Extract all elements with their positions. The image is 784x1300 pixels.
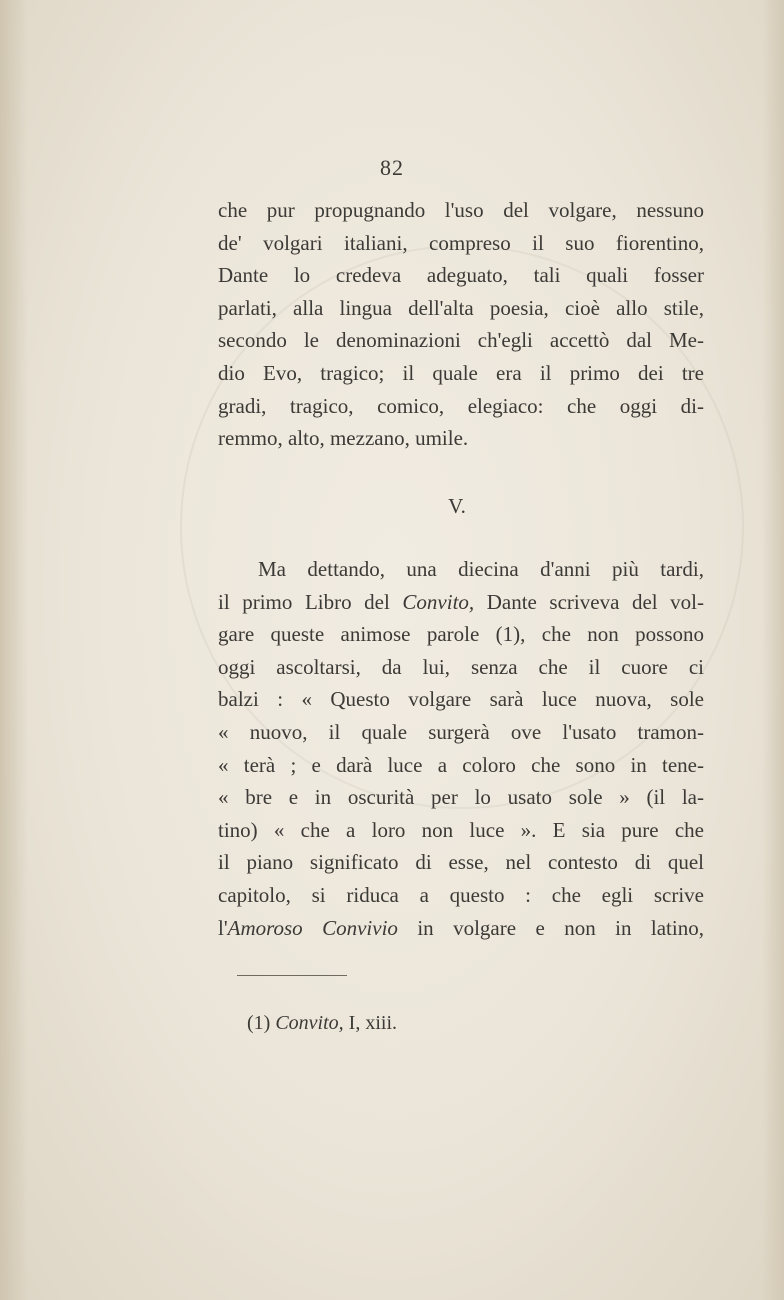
- text-fragment: il primo Libro del: [218, 589, 403, 614]
- work-title: Amoroso Convivio: [227, 915, 398, 940]
- text-fragment: in volgare e non in latino,: [397, 915, 704, 940]
- paragraph-continuation: [218, 194, 704, 455]
- page-number: 82: [380, 155, 404, 180]
- footnote-marker: (1): [247, 1012, 271, 1034]
- section-heading: V.: [448, 494, 466, 518]
- text-line: secondo le denominazioni ch'egli accettò dal Me-: [218, 328, 704, 353]
- text-line: Ma dettando, una diecina d'anni più tardi,: [258, 557, 704, 581]
- text-line: il piano significato di esse, nel contesto di quel: [218, 850, 704, 875]
- text-line: parlati, alla lingua dell'alta poesia, cioè allo stile,: [218, 295, 704, 320]
- text-line: remmo, alto, mezzano, umile.: [218, 426, 469, 451]
- text-line: tino) « che a loro non luce ». E sia pure che: [218, 817, 704, 842]
- text-line: « nuovo, il quale surgerà ove l'usato tramon-: [218, 719, 704, 744]
- text-line: dio Evo, tragico; il quale era il primo dei tre: [218, 360, 704, 385]
- work-title: Convito,: [402, 589, 475, 614]
- page-edge-shadow-right: [762, 0, 784, 1300]
- footnote: [247, 1012, 397, 1035]
- text-line: « bre e in oscurità per lo usato sole » (il la-: [218, 785, 704, 810]
- text-line: [218, 912, 704, 945]
- text-line: balzi : « Questo volgare sarà luce nuova, sole: [218, 687, 704, 712]
- paragraph-section-v: [218, 553, 704, 944]
- text-line: de' volgari italiani, compreso il suo fiorentino,: [218, 230, 704, 255]
- footnote-title: Convito,: [275, 1012, 344, 1034]
- text-line: capitolo, si riduca a questo : che egli scrive: [218, 882, 704, 907]
- text-line: « terà ; e darà luce a coloro che sono in tene-: [218, 752, 704, 777]
- text-line: [218, 586, 704, 619]
- text-line: che pur propugnando l'uso del volgare, nessuno: [218, 198, 704, 222]
- text-fragment: Dante scriveva del vol-: [474, 589, 704, 614]
- text-fragment: l': [218, 915, 228, 940]
- text-line: gare queste animose parole (1), che non possono: [218, 622, 704, 647]
- page-edge-shadow-left: [0, 0, 28, 1300]
- footnote-reference: I, xiii.: [343, 1012, 398, 1034]
- text-line: Dante lo credeva adeguato, tali quali fosser: [218, 263, 704, 288]
- text-line: gradi, tragico, comico, elegiaco: che oggi di-: [218, 393, 704, 418]
- text-line: oggi ascoltarsi, da lui, senza che il cuore ci: [218, 654, 704, 679]
- footnote-divider: [237, 975, 347, 976]
